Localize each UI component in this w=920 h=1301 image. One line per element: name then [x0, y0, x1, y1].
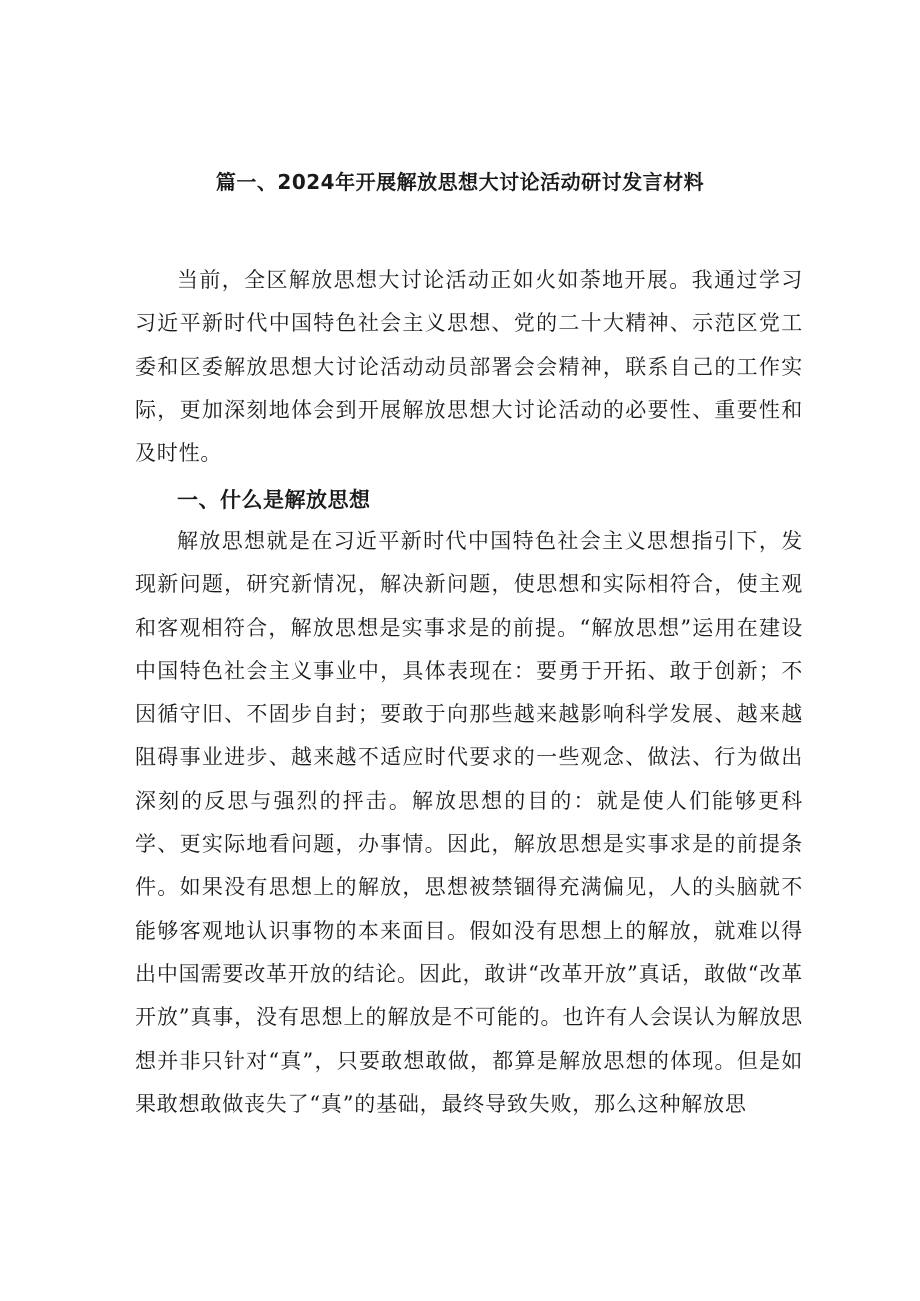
section-heading: 一、什么是解放思想 — [177, 488, 371, 512]
section-paragraph: 解放思想就是在习近平新时代中国特色社会主义思想指引下，发现新问题，研究新情况，解决新问题，使思想和实际相符合，使主观和客观相符合，解放思想是实事求是的前提。“解放思想”运用在建设中国特色社会主义事业中，具体表现在：要勇于开拓、敢于创新；不因循守旧、不固步自封；要敢于向那些越来越影响科学发展、越来越阻碍事业进步、越来越不适应时代要求的一些观念、做法、行为做出深刻的反思与强烈的抨击。解放思想的目的：就是使人们能够更科学、更实际地看问题，办事情。因此，解放思想是实事求是的前提条件。如果没有思想上的解放，思想被禁锢得充满偏见，人的头脑就不能够客观地认识事物的本来面目。假如没有思想上的解放，就难以得出中国需要改革开放的结论。因此，敢讲“改革开放”真话，敢做“改革开放”真事，没有思想上的解放是不可能的。也许有人会误认为解放思想并非只针对“真”，只要敢想敢做，都算是解放思想的体现。但是如果敢想敢做丧失了“真”的基础，最终导致失败，那么这种解放思 — [135, 529, 803, 1116]
intro-paragraph: 当前，全区解放思想大讨论活动正如火如荼地开展。我通过学习习近平新时代中国特色社会主义思想、党的二十大精神、示范区党工委和区委解放思想大讨论活动动员部署会会精神，联系自己的工作实际，更加深刻地体会到开展解放思想大讨论活动的必要性、重要性和及时性。 — [135, 268, 803, 466]
document-title: 篇一、2024年开展解放思想大讨论活动研讨发言材料 — [215, 170, 705, 194]
